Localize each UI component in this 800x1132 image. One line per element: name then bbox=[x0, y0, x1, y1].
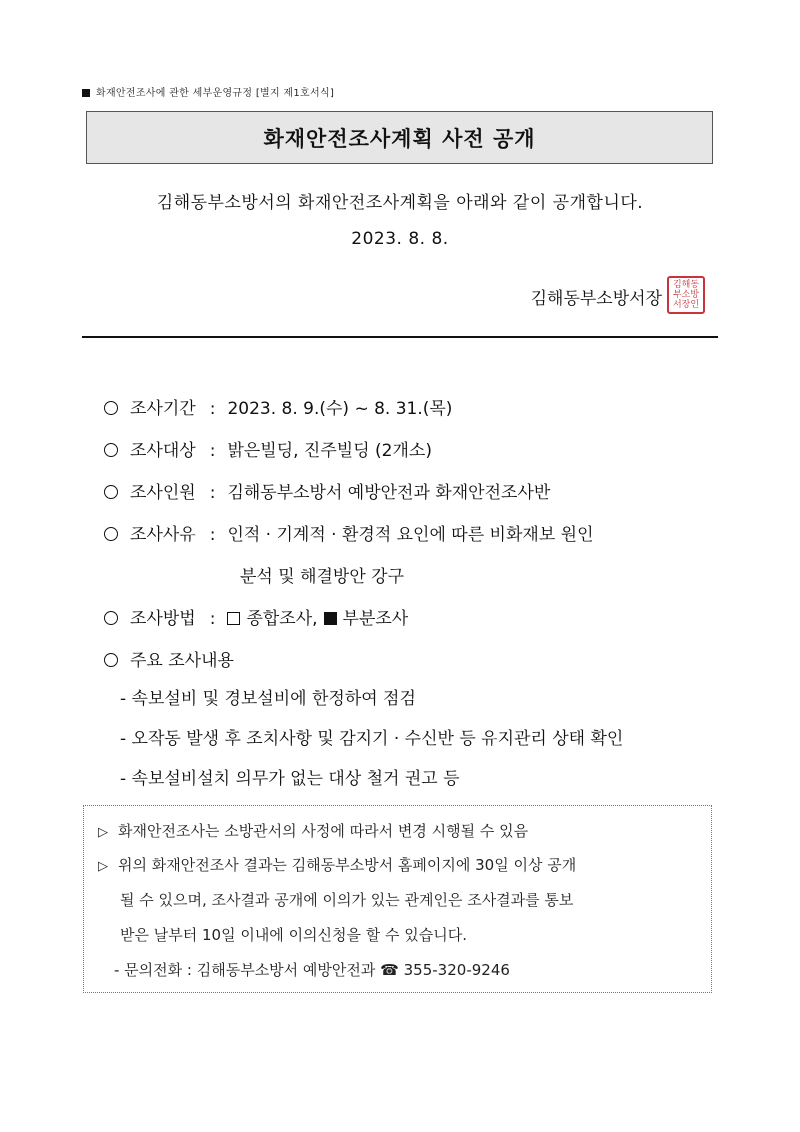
detail-item: - 오작동 발생 후 조치사항 및 감지기 · 수신반 등 유지관리 상태 확인 bbox=[120, 729, 624, 749]
page-title: 화재안전조사계획 사전 공개 bbox=[263, 126, 536, 151]
item-target: 조사대상 : 밝은빌딩, 진주빌딩 (2개소) bbox=[104, 436, 432, 461]
circle-bullet-icon bbox=[104, 401, 118, 415]
square-bullet-icon bbox=[82, 89, 90, 97]
divider-line bbox=[82, 336, 718, 338]
form-reference: 화재안전조사에 관한 세부운영규정 [별지 제1호서식] bbox=[82, 84, 334, 99]
triangle-bullet-icon: ▷ bbox=[98, 825, 108, 840]
circle-bullet-icon bbox=[104, 485, 118, 499]
detail-item: - 속보설비 및 경보설비에 한정하여 점검 bbox=[120, 689, 416, 709]
intro-text: 김해동부소방서의 화재안전조사계획을 아래와 같이 공개합니다. bbox=[156, 193, 644, 213]
notice-line: 될 수 있으며, 조사결과 공개에 이의가 있는 관계인은 조사결과를 통보 bbox=[120, 891, 574, 909]
notice-box bbox=[83, 805, 712, 993]
item-period: 조사기간 : 2023. 8. 9.(수) ~ 8. 31.(목) bbox=[104, 394, 452, 419]
item-personnel: 조사인원 : 김해동부소방서 예방안전과 화재안전조사반 bbox=[104, 478, 550, 503]
circle-bullet-icon bbox=[104, 653, 118, 667]
title-box bbox=[86, 111, 713, 164]
phone-number: 355-320-9246 bbox=[403, 961, 510, 979]
official-seal: 김해동부소방서장인 bbox=[667, 276, 705, 314]
unchecked-box-icon bbox=[227, 612, 240, 625]
circle-bullet-icon bbox=[104, 443, 118, 457]
checked-box-icon bbox=[324, 612, 337, 625]
detail-item: - 속보설비설치 의무가 없는 대상 철거 권고 등 bbox=[120, 769, 460, 789]
notice-line: ▷ 화재안전조사는 소방관서의 사정에 따라서 변경 시행될 수 있음 bbox=[98, 822, 529, 840]
announcement-date: 2023. 8. 8. bbox=[351, 229, 449, 249]
contact-line: - 문의전화 : 김해동부소방서 예방안전과 ☎ 355-320-9246 bbox=[114, 961, 510, 979]
item-method: 조사방법 : 종합조사, 부분조사 bbox=[104, 604, 408, 629]
triangle-bullet-icon: ▷ bbox=[98, 859, 108, 874]
item-reason-continued: 분석 및 해결방안 강구 bbox=[240, 567, 405, 587]
phone-icon: ☎ bbox=[380, 961, 399, 979]
notice-line: ▷ 위의 화재안전조사 결과는 김해동부소방서 홈페이지에 30일 이상 공개 bbox=[98, 856, 577, 874]
circle-bullet-icon bbox=[104, 527, 118, 541]
item-reason: 조사사유 : 인적 · 기계적 · 환경적 요인에 따른 비화재보 원인 bbox=[104, 520, 594, 545]
signer-name: 김해동부소방서장 bbox=[530, 289, 662, 309]
item-contents: 주요 조사내용 bbox=[104, 646, 234, 671]
circle-bullet-icon bbox=[104, 611, 118, 625]
notice-line: 받은 날부터 10일 이내에 이의신청을 할 수 있습니다. bbox=[120, 926, 468, 944]
